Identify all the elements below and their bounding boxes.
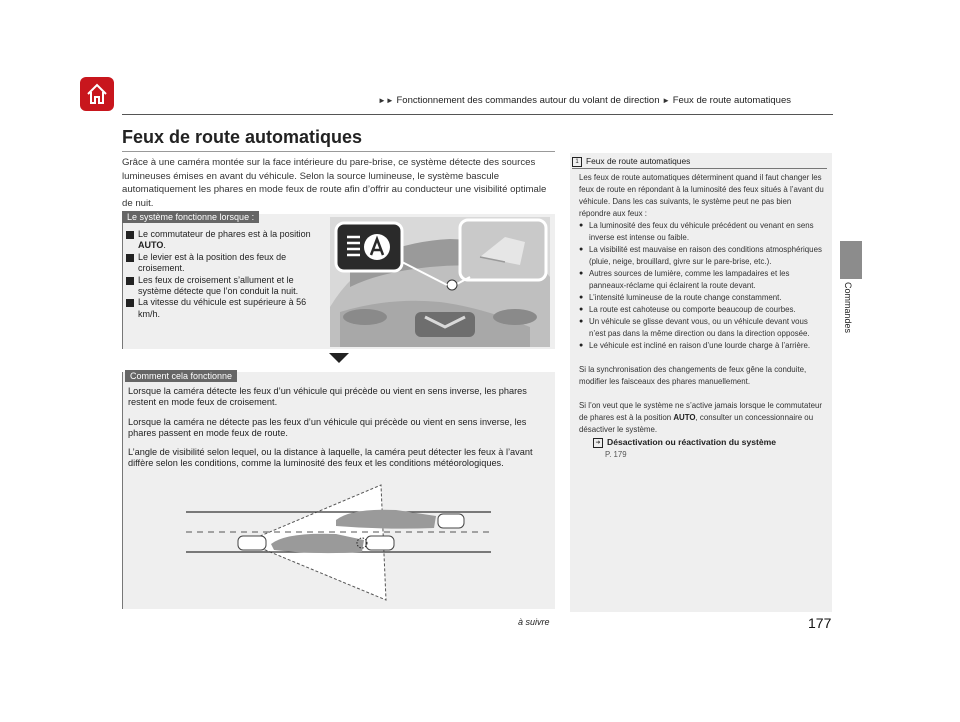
list-item: ● La luminosité des feux du véhicule précédent ou venant en sens inverse est intense ou faible. [579,220,825,244]
home-icon [85,82,109,106]
list-item: ● Le véhicule est incliné en raison d’une lourde charge à l’arrière. [579,340,825,352]
bullet-square-icon [126,254,134,262]
how-it-works-text [128,386,548,478]
list-item: ● La route est cahoteuse ou comporte beaucoup de courbes. [579,304,825,316]
bullet-square-icon [126,277,134,285]
paragraph: L’angle de visibilité selon lequel, ou la distance à laquelle, la caméra peut détecter les feux à l’avant diffère selon les conditions, comme la luminosité des feux et les conditions météorologiques. [128,447,533,469]
section-tab-label[interactable]: Commandes [843,282,853,334]
note-heading: 1 Feux de route automatiques [572,156,690,167]
home-button[interactable] [80,77,114,111]
intro-paragraph: Grâce à une caméra montée sur la face intérieure du pare-brise, ce système détecte des sources lumineuses émises en avant du véhicule. Selon la source lumineuse, le système bascule automatiquement les phares en mode feux de route afin d’offrir au conducteur une visibilité optimale de nuit. [122,157,547,209]
note-body [579,172,825,461]
page-number: 177 [808,615,832,631]
chevron-right-icon: ►► [378,96,394,105]
list-item: Le commutateur de phares est à la position AUTO. [126,229,312,252]
car-camera-illustration [330,217,550,347]
page-title: Feux de route automatiques [122,127,363,147]
conditions-tag: Le système fonctionne lorsque : [122,211,259,223]
conditions-list [126,229,312,320]
title-divider [122,151,555,152]
list-item: ● Autres sources de lumière, comme les lampadaires et les panneaux-réclame qui éclairent la route devant. [579,268,825,292]
note-paragraph: Si l’on veut que le système ne s’active jamais lorsque le commutateur de phares est à la position AUTO, consulter un concessionnaire ou désactiver le système. [579,401,822,434]
cross-reference-page[interactable]: P. 179 [605,450,627,459]
note-bullets [579,220,825,352]
note-paragraph: Si la synchronisation des changements de feux gêne la conduite, modifier les faisceaux des phares manuellement. [579,365,807,386]
list-item: ● Un véhicule se glisse devant vous, ou un véhicule devant vous n’est pas dans la même direction ou dans la direction opposée. [579,316,825,340]
note-intro: Les feux de route automatiques déterminent quand il faut changer les feux de route en répondant à la luminosité des feux situés à l’avant du véhicule. Dans les cas suivants, le système peut ne pas bien répondre aux feux : [579,173,824,218]
note-marker-icon: 1 [572,157,582,167]
paragraph: Lorsque la caméra ne détecte pas les feux d’un véhicule qui précède ou vient en sens inverse, les phares passent en mode feux de route. [128,416,527,438]
bullet-square-icon [126,231,134,239]
list-item: Le levier est à la position des feux de croisement. [126,252,312,275]
note-divider [572,168,827,169]
how-it-works-tag: Comment cela fonctionne [125,370,237,382]
bullet-square-icon [126,299,134,307]
list-item: ● La visibilité est mauvaise en raison des conditions atmosphériques (pluie, neige, brouillard, givre sur le pare-brise, etc.). [579,244,825,268]
road-detection-diagram [186,480,491,605]
list-item: ● L’intensité lumineuse de la route change constamment. [579,292,825,304]
auto-high-beam-icon [344,231,394,263]
header-divider [122,114,833,115]
breadcrumb-item[interactable]: Feux de route automatiques [672,95,791,106]
cross-reference-icon: ➜ [593,438,603,448]
chevron-right-icon: ► [662,96,671,105]
list-item: La vitesse du véhicule est supérieure à 56 km/h. [126,297,312,320]
list-item: Les feux de croisement s’allument et le système détecte que l’on conduit la nuit. [126,275,312,298]
arrow-down-icon [329,353,349,363]
paragraph: Lorsque la caméra détecte les feux d’un véhicule qui précède ou vient en sens inverse, les phares restent en mode feux de croisement. [128,386,527,408]
continued-label: à suivre [518,617,550,627]
breadcrumb [378,95,791,106]
section-tab-marker [840,241,862,279]
cross-reference-link[interactable]: Désactivation ou réactivation du système [607,437,777,447]
breadcrumb-item[interactable]: Fonctionnement des commandes autour du volant de direction [396,95,660,106]
cross-reference[interactable] [579,436,825,461]
